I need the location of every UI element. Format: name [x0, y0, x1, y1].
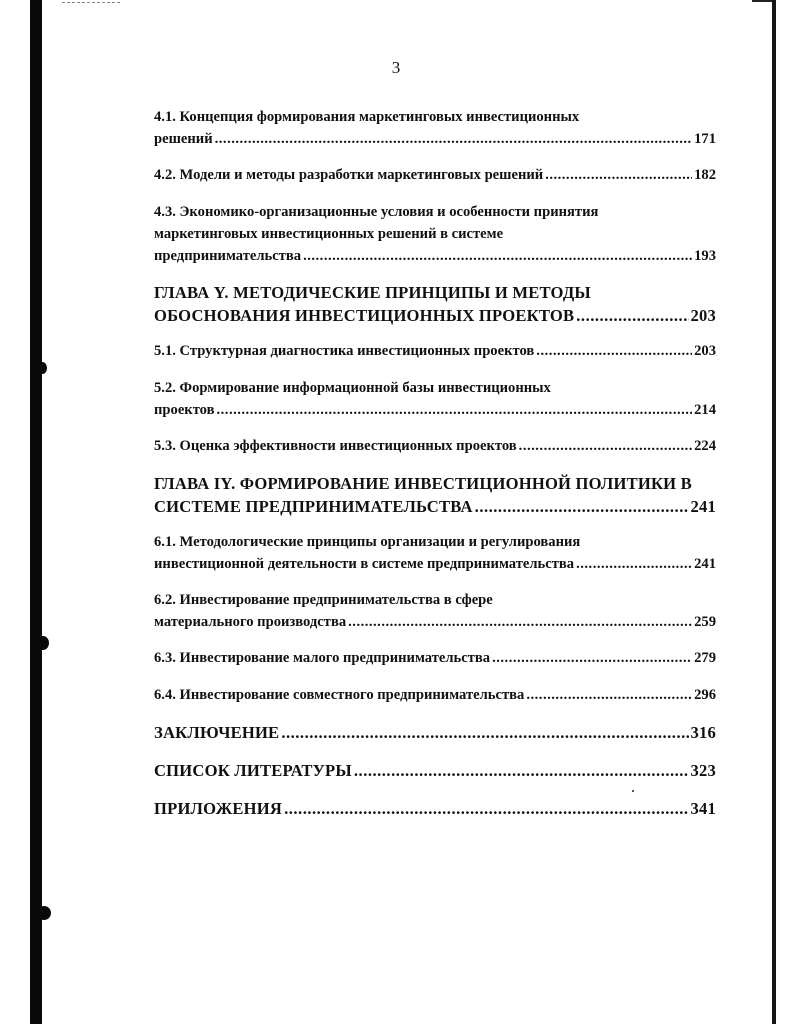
dot-leader — [519, 435, 692, 457]
toc-entry-leader-line — [154, 797, 716, 820]
toc-entry-page-number: 203 — [694, 343, 716, 359]
punch-hole-mark — [37, 906, 51, 920]
toc-entry-title-line: материального производства — [154, 614, 347, 630]
toc-entry-page-number: 193 — [694, 248, 716, 264]
toc-entry-title-line: СИСТЕМЕ ПРЕДПРИНИМАТЕЛЬСТВА — [154, 497, 473, 516]
toc-entry-title-line: ГЛАВА IY. ФОРМИРОВАНИЕ ИНВЕСТИЦИОННОЙ ПОЛИТИКИ В — [154, 474, 692, 493]
toc-entry-leader-line — [154, 245, 716, 267]
toc-entry-title-line: ГЛАВА Y. МЕТОДИЧЕСКИЕ ПРИНЦИПЫ И МЕТОДЫ — [154, 283, 591, 302]
toc-entry — [154, 106, 716, 150]
toc-entry-title-line: 6.1. Методологические принципы организации и регулирования — [154, 534, 581, 550]
toc-entry-leader-line — [154, 759, 716, 782]
toc-entry — [154, 684, 716, 706]
toc-entry-leader-line — [154, 647, 716, 669]
dot-leader — [217, 399, 693, 421]
toc-entry-page-number: 316 — [690, 723, 716, 742]
toc-entry-title-line: предпринимательства — [154, 248, 302, 264]
punch-hole-mark — [38, 362, 47, 374]
toc-entry — [154, 759, 716, 782]
toc-entry-title-line: решений — [154, 131, 213, 147]
toc-entry — [154, 435, 716, 457]
toc-entry-page-number: 279 — [694, 650, 716, 666]
dot-leader — [576, 304, 688, 327]
dot-leader — [475, 495, 689, 518]
toc-entry-leader-line — [154, 340, 716, 362]
dot-leader — [354, 759, 689, 782]
dot-leader — [281, 721, 688, 744]
table-of-contents — [154, 106, 716, 835]
toc-entry-page-number: 259 — [694, 614, 716, 630]
toc-entry-page-number: 296 — [694, 687, 716, 703]
toc-entry-leader-line — [154, 611, 716, 633]
toc-entry-leader-line — [154, 684, 716, 706]
toc-entry-title-line: ЗАКЛЮЧЕНИЕ — [154, 723, 280, 742]
dot-leader — [576, 553, 692, 575]
toc-entry-page-number: 203 — [690, 306, 716, 325]
toc-entry-title-line: 6.2. Инвестирование предпринимательства в сфере — [154, 592, 493, 608]
scan-edge-right — [772, 0, 776, 1024]
toc-entry — [154, 647, 716, 669]
toc-entry-title-line: инвестиционной деятельности в системе предпринимательства — [154, 556, 575, 572]
toc-entry-title-line: 4.2. Модели и методы разработки маркетинговых решений — [154, 167, 544, 183]
toc-entry — [154, 472, 716, 518]
toc-entry-page-number: 241 — [694, 556, 716, 572]
dot-leader — [348, 611, 692, 633]
dot-leader — [545, 164, 692, 186]
dot-leader — [526, 684, 692, 706]
toc-entry-leader-line — [154, 399, 716, 421]
toc-entry-title-line: ОБОСНОВАНИЯ ИНВЕСТИЦИОННЫХ ПРОЕКТОВ — [154, 306, 575, 325]
toc-entry — [154, 377, 716, 421]
dot-leader — [536, 340, 692, 362]
toc-entry-leader-line — [154, 553, 716, 575]
toc-entry-page-number: 214 — [694, 402, 716, 418]
toc-entry-page-number: 341 — [690, 799, 716, 818]
toc-entry-page-number: 224 — [694, 438, 716, 454]
toc-entry-title-line: СПИСОК ЛИТЕРАТУРЫ — [154, 761, 352, 780]
toc-entry-title-line: 5.1. Структурная диагностика инвестиционных проектов — [154, 343, 535, 359]
toc-entry-title-line: ПРИЛОЖЕНИЯ — [154, 799, 283, 818]
scan-edge-left — [30, 0, 42, 1024]
toc-entry-leader-line — [154, 128, 716, 150]
toc-entry-title-line: 6.4. Инвестирование совместного предпринимательства — [154, 687, 525, 703]
page-number: 3 — [391, 58, 401, 77]
toc-entry — [154, 281, 716, 327]
toc-entry-title-line: 5.2. Формирование информационной базы инвестиционных — [154, 380, 551, 396]
toc-entry-title-line: 4.1. Концепция формирования маркетинговых инвестиционных — [154, 109, 580, 125]
dot-leader — [215, 128, 692, 150]
toc-entry — [154, 201, 716, 267]
scan-artifact-top — [62, 2, 120, 3]
scan-artifact-tick — [752, 0, 772, 2]
dot-leader — [492, 647, 692, 669]
toc-entry — [154, 164, 716, 186]
toc-entry — [154, 797, 716, 820]
dot-leader — [303, 245, 692, 267]
toc-entry-leader-line — [154, 435, 716, 457]
dot-leader — [284, 797, 688, 820]
toc-entry — [154, 531, 716, 575]
toc-entry-leader-line — [154, 721, 716, 744]
toc-entry-title-line: маркетинговых инвестиционных решений в системе — [154, 226, 504, 242]
toc-entry-title-line: 5.3. Оценка эффективности инвестиционных проектов — [154, 438, 517, 454]
toc-entry-page-number: 182 — [694, 167, 716, 183]
toc-entry-page-number: 241 — [690, 497, 716, 516]
toc-entry-leader-line — [154, 164, 716, 186]
toc-entry — [154, 589, 716, 633]
punch-hole-mark — [37, 636, 49, 650]
toc-entry-leader-line — [154, 304, 716, 327]
toc-entry-page-number: 171 — [694, 131, 716, 147]
toc-entry-page-number: 323 — [690, 761, 716, 780]
toc-entry-title-line: 4.3. Экономико-организационные условия и особенности принятия — [154, 204, 599, 220]
toc-entry-title-line: проектов — [154, 402, 215, 418]
toc-entry — [154, 721, 716, 744]
toc-entry — [154, 340, 716, 362]
toc-entry-leader-line — [154, 495, 716, 518]
toc-entry-title-line: 6.3. Инвестирование малого предпринимательства — [154, 650, 491, 666]
